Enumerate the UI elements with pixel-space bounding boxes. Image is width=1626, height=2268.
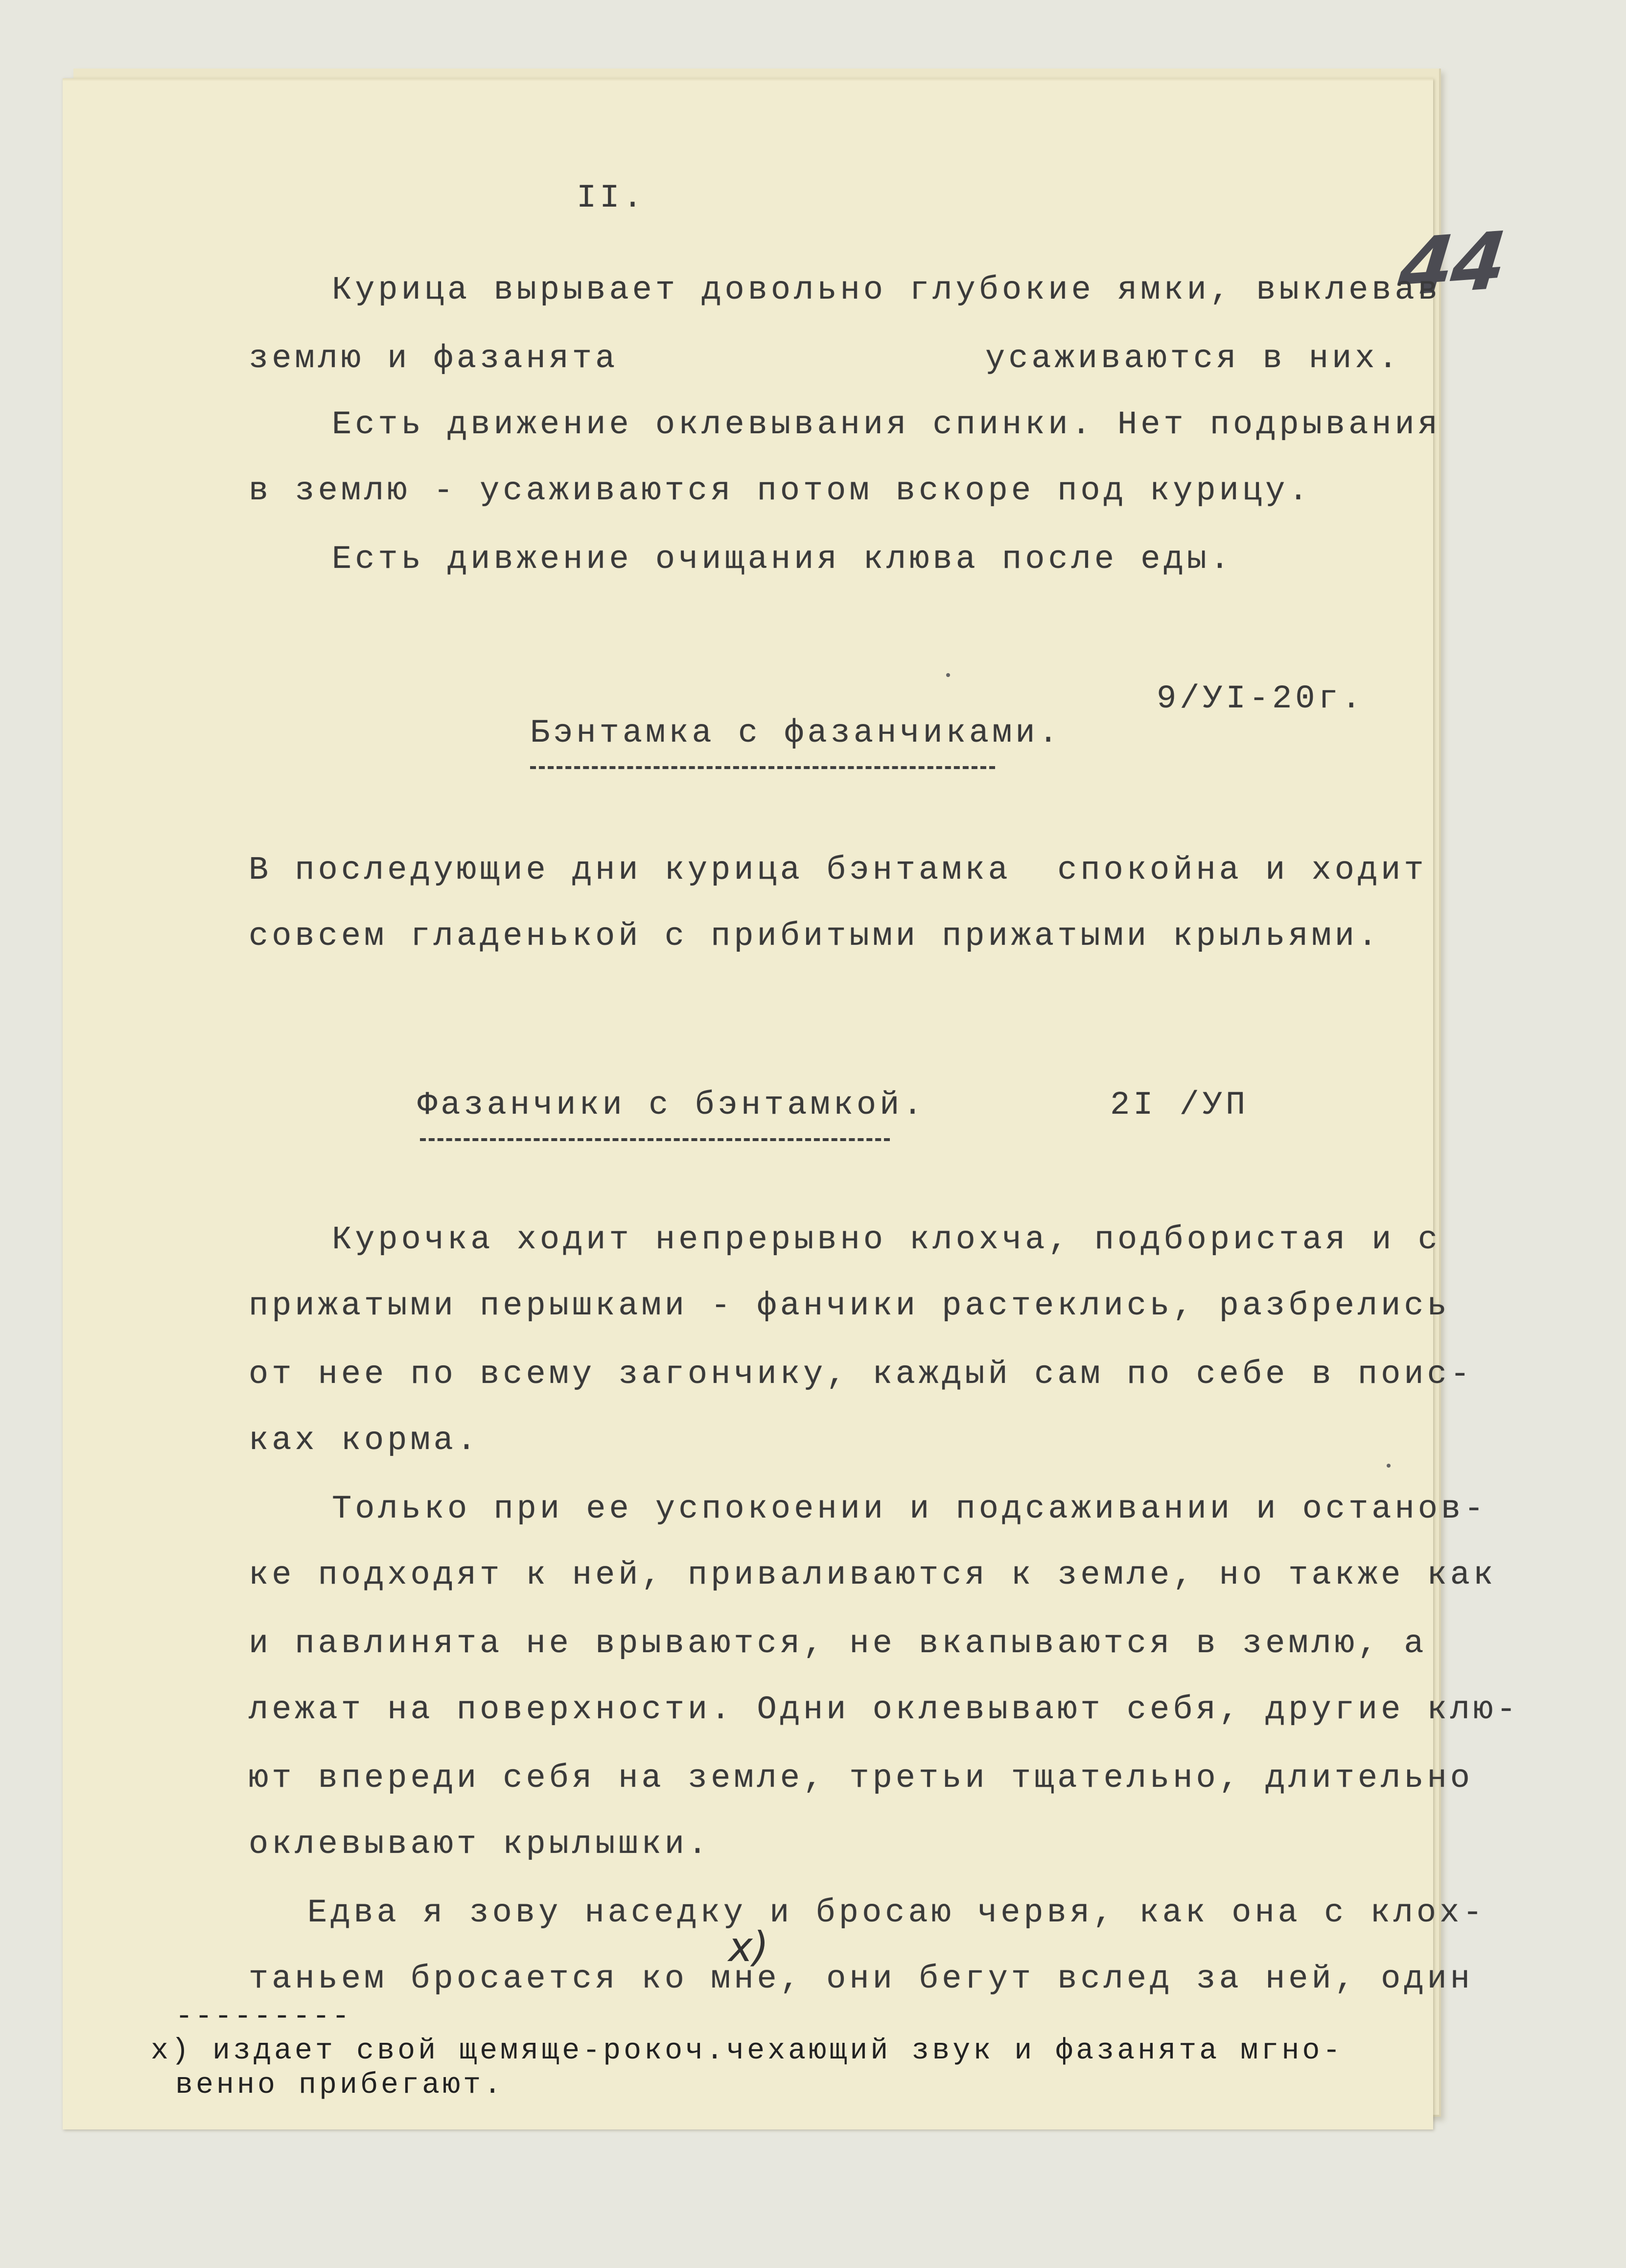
text-line: усаживаются в них. (985, 340, 1401, 377)
footnote-marker: x) (728, 1923, 769, 1971)
text-line: Курица вырывает довольно глубокие ямки, выклевав (332, 272, 1441, 309)
text-line: лежат на поверхности. Одни оклевывают себя, другие клю- (249, 1691, 1520, 1729)
text-line: Есть дивжение очищания клюва после еды. (332, 541, 1233, 578)
document-page (63, 78, 1520, 2129)
section-number: II. (577, 180, 646, 217)
footnote-line: венно прибегают. (175, 2069, 505, 2102)
footnote-separator: --------- (175, 2000, 352, 2034)
text-line: землю и фазанята (249, 340, 619, 377)
text-line: Есть движение оклевывания спинки. Нет подрывания (332, 406, 1441, 444)
entry-date: 2I /УП (1110, 1087, 1249, 1124)
text-line: и павлинята не врываются, не вкапываются в землю, а (249, 1625, 1427, 1662)
text-line: В последующие дни курица бэнтамка спокойна и ходит (249, 852, 1427, 889)
section-heading: Бэнтамка с фазанчиками. (530, 715, 1062, 752)
text-line: таньем бросается ко мне, они бегут вслед за ней, один (249, 1961, 1473, 1998)
folio-number: 44 (1394, 214, 1509, 314)
heading-underline (420, 1138, 890, 1141)
text-line: оклевывают крылышки. (249, 1826, 711, 1863)
text-line: прижатыми перышками - фанчики растеклись, разбрелись (249, 1287, 1450, 1325)
footnote-line: x) издает свой щемяще-рокоч.чехающий звук и фазанята мгно- (151, 2034, 1344, 2068)
text-line: в землю - усаживаются потом вскоре под курицу. (249, 472, 1312, 510)
text-line: ке подходят к ней, приваливаются к земле, но также как (249, 1557, 1497, 1594)
ink-dot (1387, 1464, 1391, 1468)
ink-dot (946, 673, 950, 677)
text-line: совсем гладенькой с прибитыми прижатыми крыльями. (249, 918, 1381, 955)
text-line: Едва я зову наседку и бросаю червя, как она с клох- (307, 1894, 1486, 1932)
entry-date: 9/УI-20г. (1157, 680, 1365, 718)
text-line: Только при ее успокоении и подсаживании и останов- (332, 1491, 1487, 1528)
text-line: ках корма. (249, 1422, 480, 1459)
section-heading: Фазанчики с бэнтамкой. (418, 1087, 926, 1124)
text-line: Курочка ходит непрерывно клохча, подбористая и с (332, 1221, 1441, 1259)
text-line: от нее по всему загончику, каждый сам по себе в поис- (249, 1356, 1473, 1393)
text-line: ют впереди себя на земле, третьи тщательно, длительно (249, 1760, 1473, 1797)
heading-underline (530, 766, 995, 769)
